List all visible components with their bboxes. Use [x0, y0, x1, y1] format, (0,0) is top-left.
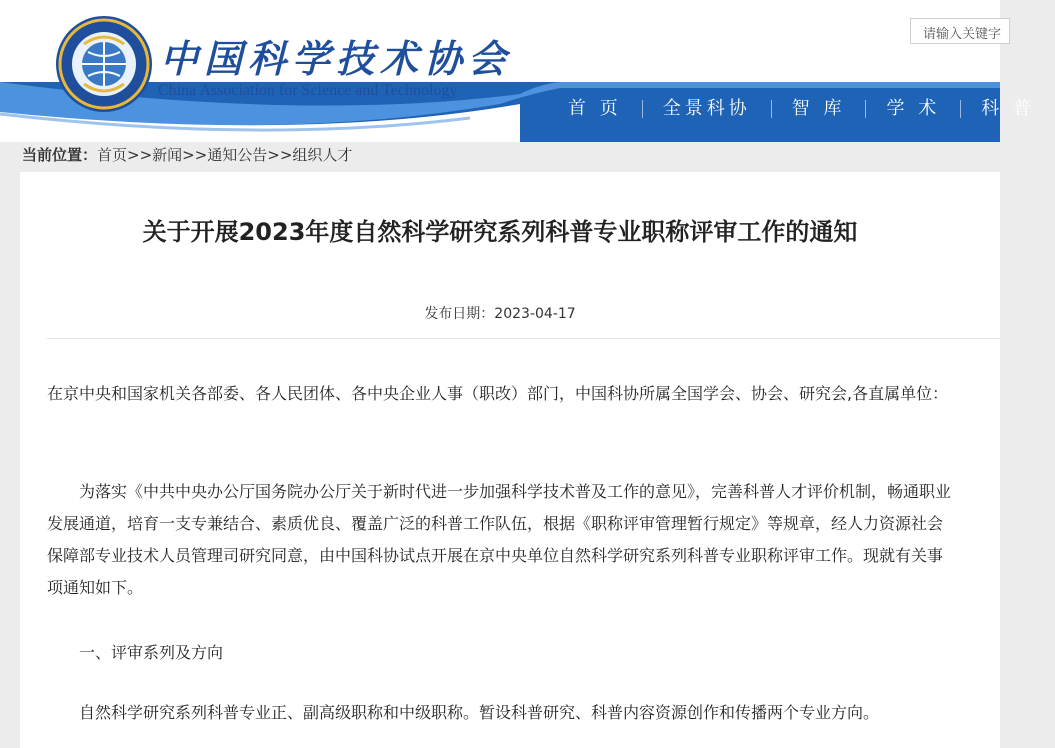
nav-home[interactable]: 首 页: [568, 98, 622, 119]
site-header: [0, 0, 1035, 135]
article-title: 关于开展2023年度自然科学研究系列科普专业职称评审工作的通知: [142, 218, 858, 246]
breadcrumb: [22, 144, 352, 165]
breadcrumb-path[interactable]: 首页>>新闻>>通知公告>>组织人才: [97, 146, 353, 164]
logo-english-name[interactable]: China Association for Science and Technology: [158, 82, 458, 99]
nav-academic[interactable]: 学 术: [886, 98, 941, 119]
main-nav: [548, 94, 1055, 124]
article-paragraph: 在京中央和国家机关各部委、各人民团体、各中央企业人事（职改）部门，中国科协所属全国学会、协会、研究会,各直属单位：: [47, 384, 949, 403]
nav-think-tank[interactable]: 智 库: [791, 98, 846, 119]
nav-panorama[interactable]: 全景科协: [662, 98, 751, 119]
nav-popular-science[interactable]: 科 普: [981, 98, 1035, 119]
section-heading: 一、评审系列及方向: [79, 643, 224, 662]
cast-emblem-icon[interactable]: [54, 14, 154, 114]
title-divider: [47, 338, 1000, 339]
search-input[interactable]: 请输入关键字: [910, 18, 1010, 44]
breadcrumb-label: 当前位置：: [22, 146, 98, 164]
article-container: [20, 172, 1000, 748]
article-paragraph: 自然科学研究系列科普专业正、副高级职称和中级职称。暂设科普研究、科普内容资源创作和传播两个专业方向。: [79, 703, 880, 722]
publish-date: 发布日期：2023-04-17: [424, 306, 576, 322]
logo-chinese-name[interactable]: 中国科学技术协会: [160, 36, 513, 81]
article-paragraph: 为落实《中共中央办公厅国务院办公厅关于新时代进一步加强科学技术普及工作的意见》，完善科普人才评价机制，畅通职业发展通道，培育一支专兼结合、素质优良、覆盖广泛的科普工作队伍，根据《职称评审管理暂行规定》等规章，经人力资源社会保障部专业技术人员管理司研究同意，由中国科协试点开展在京中央单位自然科学研究系列科普专业职称评审工作。现就有关事项通知如下。: [47, 482, 952, 597]
